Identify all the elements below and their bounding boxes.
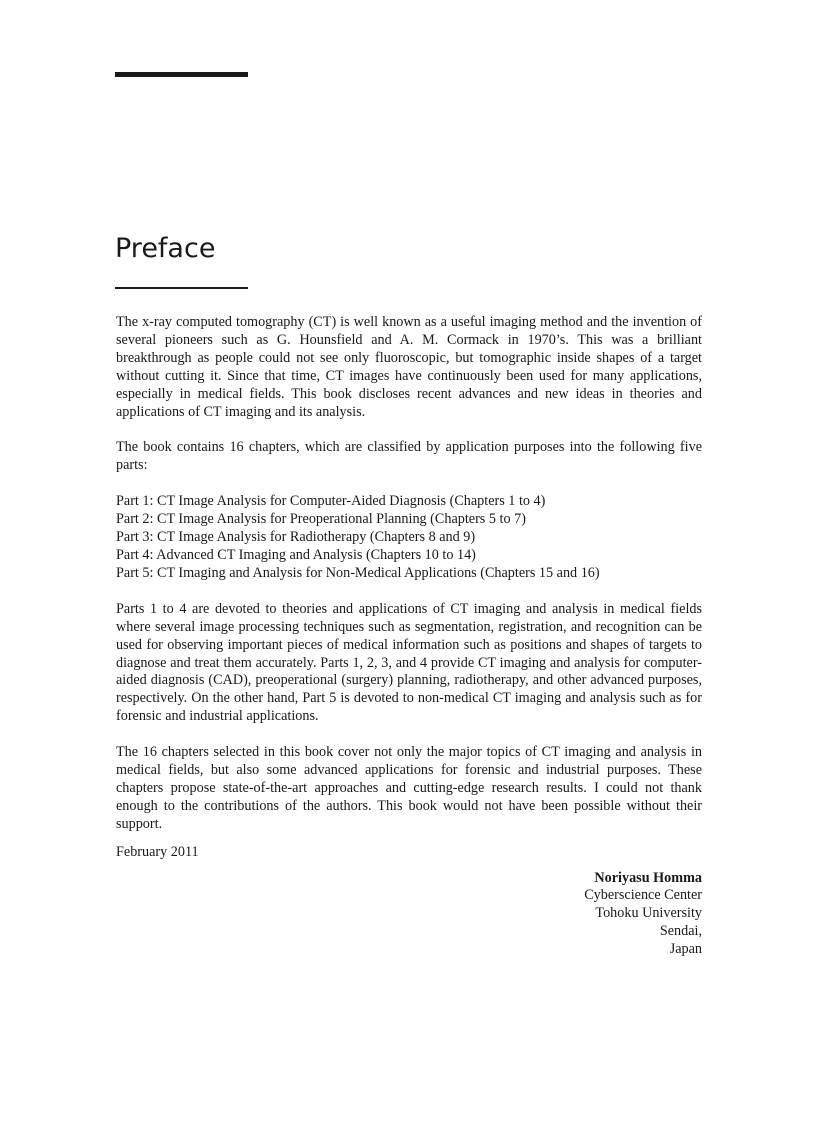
preface-body	[116, 314, 702, 959]
list-item: Part 5: CT Imaging and Analysis for Non-Medical Applications (Chapters 15 and 16)	[116, 564, 600, 581]
list-item: Part 3: CT Image Analysis for Radiotherapy (Chapters 8 and 9)	[116, 529, 476, 546]
title-underline-rule	[115, 287, 248, 289]
author-city: Sendai,	[659, 923, 702, 940]
paragraph-acknowledgements: The 16 chapters selected in this book cover not only the major topics of CT imaging and analysis in medical fields, but also some advanced applications for forensic and industrial purposes. These chapters propose state-of-the-art approaches and cutting-edge research results. I could not thank enough to the contributions of the authors. This book would not have been possible without their support.	[116, 744, 702, 832]
page-title: Preface	[115, 233, 216, 264]
parts-list	[116, 493, 702, 583]
list-item: Part 2: CT Image Analysis for Preoperational Planning (Chapters 5 to 7)	[116, 511, 526, 528]
signature-block	[116, 870, 702, 960]
list-item: Part 1: CT Image Analysis for Computer-Aided Diagnosis (Chapters 1 to 4)	[116, 493, 546, 510]
author-university: Tohoku University	[595, 905, 702, 922]
list-item: Part 4: Advanced CT Imaging and Analysis (Chapters 10 to 14)	[116, 546, 476, 563]
author-name: Noriyasu Homma	[594, 869, 702, 886]
paragraph-book-contents: The book contains 16 chapters, which are classified by application purposes into the following five parts:	[116, 439, 702, 474]
paragraph-intro: The x-ray computed tomography (CT) is well known as a useful imaging method and the invention of several pioneers such as G. Hounsfield and A. M. Cormack in 1970’s. This was a brilliant breakthrough as people could not see only fluoroscopic, but tomographic inside shapes of a target without cutting it. Since that time, CT images have continuously been used for many applications, especially in medical fields. This book discloses recent advances and new ideas in theories and applications of CT imaging and its analysis.	[116, 314, 702, 420]
paragraph-parts-description: Parts 1 to 4 are devoted to theories and applications of CT imaging and analysis in medical fields where several image processing techniques such as segmentation, registration, and recognition can be used for observing important pieces of medical information such as positions and shapes of targets to diagnose and treat them accurately. Parts 1, 2, 3, and 4 provide CT imaging and analysis for computer-aided diagnosis (CAD), preoperational (surgery) planning, radiotherapy, and other advanced purposes, respectively. On the other hand, Part 5 is devoted to non-medical CT imaging and analysis such as for forensic and industrial applications.	[116, 600, 702, 725]
author-department: Cyberscience Center	[584, 887, 702, 904]
top-decorative-rule	[115, 72, 248, 77]
preface-date: February 2011	[116, 843, 199, 860]
author-country: Japan	[669, 941, 702, 958]
